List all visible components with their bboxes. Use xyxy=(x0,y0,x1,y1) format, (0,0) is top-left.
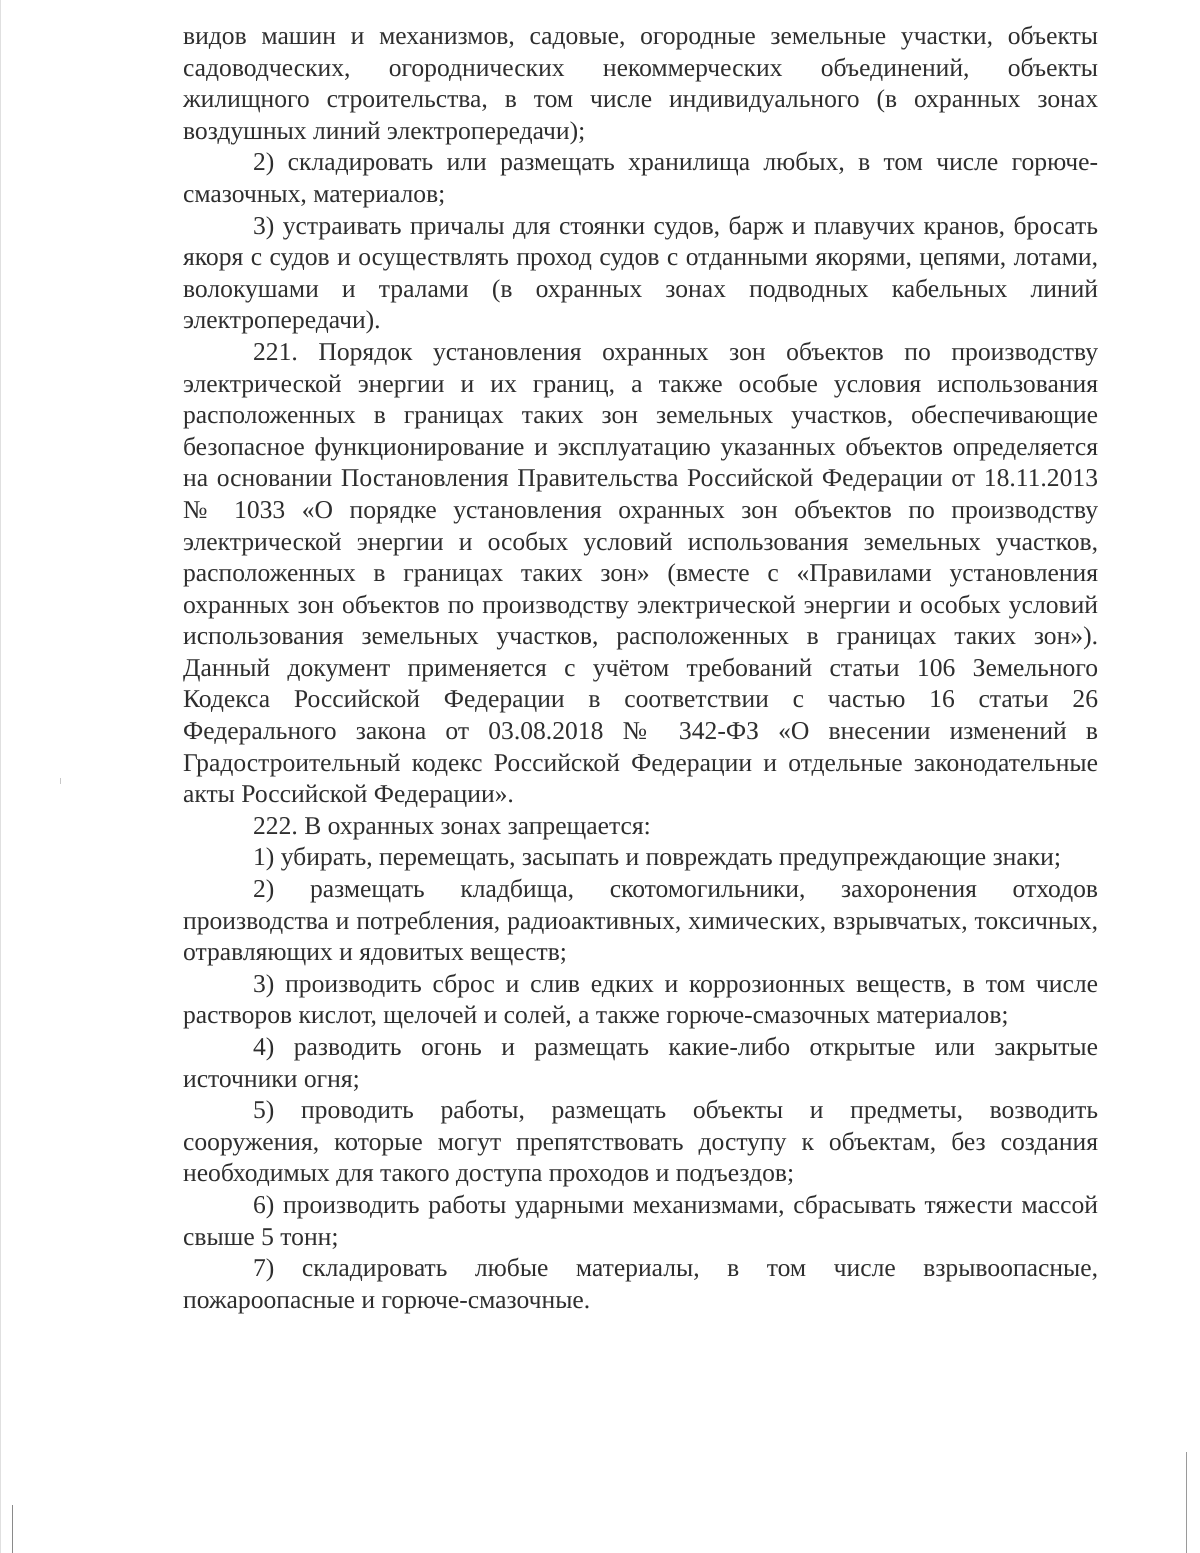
scan-edge-mark-right xyxy=(1186,1452,1187,1553)
list-item-4-fire: 4) разводить огонь и размещать какие-либо открытые или закрытые источники огня; xyxy=(183,1032,1098,1093)
list-item-3-discharge: 3) производить сброс и слив едких и коррозионных веществ, в том числе растворов кислот, щелочей и солей, а также горюче-смазочных материалов; xyxy=(183,968,1098,1030)
list-item-2-cemeteries: 2) размещать кладбища, скотомогильники, захоронения отходов производства и потребления, радиоактивных, химических, взрывчатых, токсичных, отравляющих и ядовитых веществ; xyxy=(183,874,1098,967)
section-221: 221. Порядок установления охранных зон объектов по производству электрической энергии и их границ, а также особые условия использования расположенных в границах таких зон земельных участков, обеспечивающие безопасное функционирование и эксплуатацию указанных объектов определяется на основании Постановления Правительства Российской Федерации от 18.11.2013 № 1033 «О порядке установления охранных зон объектов по производству электрической энергии и особых условий использования земельных участков, расположенных в границах таких зон» (вместе с «Правилами установления охранных зон объектов по производству электрической энергии и особых условий использования земельных участков, расположенных в границах таких зон»). Данный документ применяется с учётом требований статьи 106 Земельного Кодекса Российской Федерации в соответствии с частью 16 статьи 26 Федерального закона от 03.08.2018 № 342-ФЗ «О внесении изменений в Градостроительный кодекс Российской Федерации и отдельные законодательные акты Российской Федерации». xyxy=(183,336,1098,809)
scan-speck xyxy=(60,778,61,784)
section-222-heading: 222. В охранных зонах запрещается: xyxy=(253,810,651,840)
list-item-6-impact: 6) производить работы ударными механизмами, сбрасывать тяжести массой свыше 5 тонн; xyxy=(183,1189,1098,1251)
scan-edge-left xyxy=(0,0,1,1553)
list-item-3-moorings: 3) устраивать причалы для стоянки судов, барж и плавучих кранов, бросать якоря с судов и осуществлять проход судов с отданными якорями, цепями, лотами, волокушами и тралами (в охранных зонах подводных кабельных линий электропередачи). xyxy=(183,210,1098,335)
document-body xyxy=(183,20,1098,1315)
list-item-1-signs: 1) убирать, перемещать, засыпать и повреждать предупреждающие знаки; xyxy=(253,842,1061,872)
list-item-7-materials: 7) складировать любые материалы, в том числе взрывоопасные, пожароопасные и горюче-смазочные. xyxy=(183,1253,1098,1314)
paragraph-continuation: видов машин и механизмов, садовые, огородные земельные участки, объекты садоводческих, огороднических некоммерческих объединений, объекты жилищного строительства, в том числе индивидуального (в охранных зонах воздушных линий электропередачи); xyxy=(183,21,1098,145)
list-item-5-works: 5) проводить работы, размещать объекты и предметы, возводить сооружения, которые могут препятствовать доступу к объектам, без создания необходимых для такого доступа проходов и подъездов; xyxy=(183,1095,1098,1188)
list-item-2-storage: 2) складировать или размещать хранилища любых, в том числе горюче-смазочных, материалов; xyxy=(183,147,1098,208)
scan-edge-mark-left xyxy=(12,1505,13,1553)
